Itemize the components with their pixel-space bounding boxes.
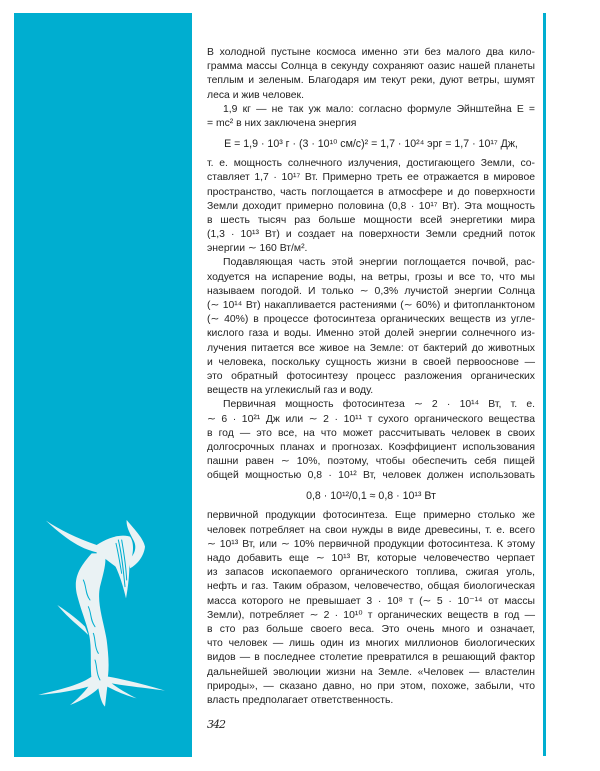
formula: 0,8 · 10¹²/0,1 ≈ 0,8 · 10¹³ Вт [306,490,436,503]
text-line: (1,3 · 10¹³ Вт) и создает на поверхности Земли средний поток [207,229,535,241]
text-line: видов — в последнее столетие превратился в решающий фактор [207,652,535,664]
text-line: долгосрочных планах и прогнозах. Коэффициент использования [207,441,535,453]
text-line: Подавляющая часть этой энергии поглощается почвой, рас- [223,257,535,269]
text-line: в год — это все, на что может рассчитывать человек в своих [207,427,535,439]
text-line: Земли доходит примерно половина (0,8 · 10¹⁷ Вт). Эта мощность [207,200,535,212]
text-line: нефть и газ. Таким образом, человечество, общая биологическая [207,581,535,593]
text-line: веществ на углекислый газ и воду. [207,385,374,397]
paragraph [207,46,535,103]
paragraph [207,398,535,483]
text-line: надо добавить еще ∼ 10¹³ Вт, которые человечество черпает [207,553,535,564]
tree-woman-icon [20,520,200,710]
text-line: в сто раз больше своего веса. Это очень много и означает, [207,623,535,635]
text-line: кислого газа и воды. Именно этой долей энергии солнечного из- [207,328,535,340]
formula: E = 1,9 · 10³ г · (3 · 10¹⁰ см/с)² = 1,7 · 10²⁴ эрг = 1,7 · 10¹⁷ Дж, [224,138,518,151]
body-text-column [207,46,535,708]
text-line: первичной продукции фотосинтеза. Еще примерно столько же [207,510,535,522]
text-line: = mc² в них заключена энергия [207,117,357,129]
text-line: власть предполагает ответственность. [207,694,394,706]
text-line: 1,9 кг — не так уж мало: согласно формуле Эйнштейна E = [223,103,535,115]
text-line: Первичная мощность фотосинтеза ∼ 2 · 10¹⁴ Вт, т. е. [223,399,535,411]
text-line: ∼ 6 · 10²¹ Дж или ∼ 2 · 10¹¹ т сухого органического вещества [207,413,535,425]
text-line: и человека, поскольку сущность жизни в своей первооснове — [207,356,535,368]
right-margin-rule [543,13,546,756]
text-line: из запасов ископаемого органического топлива, сжигая уголь, [207,567,535,579]
text-line: пространство, часть поглощается в атмосфере и до поверхности [207,186,535,198]
text-line: т. е. мощность солнечного излучения, достигающего Земли, со- [207,158,535,170]
text-line: (∼ 10¹⁴ Вт) накапливается растениями (∼ 60%) и фитопланктоном [207,300,535,311]
text-line: масса которого не превышает 3 · 10⁸ т (∼ 5 · 10⁻¹⁴ от массы [207,595,535,607]
text-line: Земли), потребляет ∼ 2 · 10¹⁰ т органических веществ в год — [207,609,535,621]
text-line: леса и жив человек. [207,89,304,101]
paragraph [207,103,535,131]
text-line: грамма массы Солнца в секунду сохраняют оазис нашей планеты [207,61,535,73]
text-line: энергии ∼ 160 Вт/м². [207,243,308,255]
text-line: называем погодой. И только ∼ 0,3% лучистой энергии Солнца [207,285,535,297]
text-line: ставляет 1,7 · 10¹⁷ Вт. Примерно треть ее отражается в мировое [207,172,535,184]
text-line: природы», — сказано давно, но при этом, похоже, забыли, что [207,680,535,692]
text-line: общей мощностью 0,8 · 10¹² Вт, человек должен использовать [207,470,535,482]
paragraph [207,256,535,398]
text-line: человек потребляет на свои нужды в виде древесины, т. е. всего [207,524,535,536]
paragraph [207,509,535,708]
side-illustration-panel [14,13,192,757]
text-line: (∼ 40%) в процессе фотосинтеза органических веществ из угле- [207,314,535,326]
text-line: что человек — лишь один из многих миллионов биологических [207,638,535,650]
text-line: в шесть тысяч раз больше мощности всей энергетики мира [207,214,535,226]
text-line: ∼ 10¹³ Вт, или ∼ 10% первичной продукции фотосинтеза. К этому [207,538,535,550]
text-line: В холодной пустыне космоса именно эти без малого два кило- [207,47,535,58]
text-line: лучения питается все живое на Земле: от бактерий до животных [207,342,535,354]
text-line: это обратный фотосинтезу процесс разложения органических [207,370,535,382]
text-line: теплым и зеленым. Благодаря им текут реки, дуют ветры, шумят [207,75,535,87]
page-number: 342 [207,718,225,731]
text-line: ходуется на испарение воды, на ветры, грозы и все то, что мы [207,271,535,283]
paragraph [207,157,535,256]
text-line: пашни равен ∼ 10%, поэтому, чтобы обеспечить себя пищей [207,456,535,468]
text-line: дальнейшей эволюции жизни на Земле. «Человек — властелин [207,666,535,678]
